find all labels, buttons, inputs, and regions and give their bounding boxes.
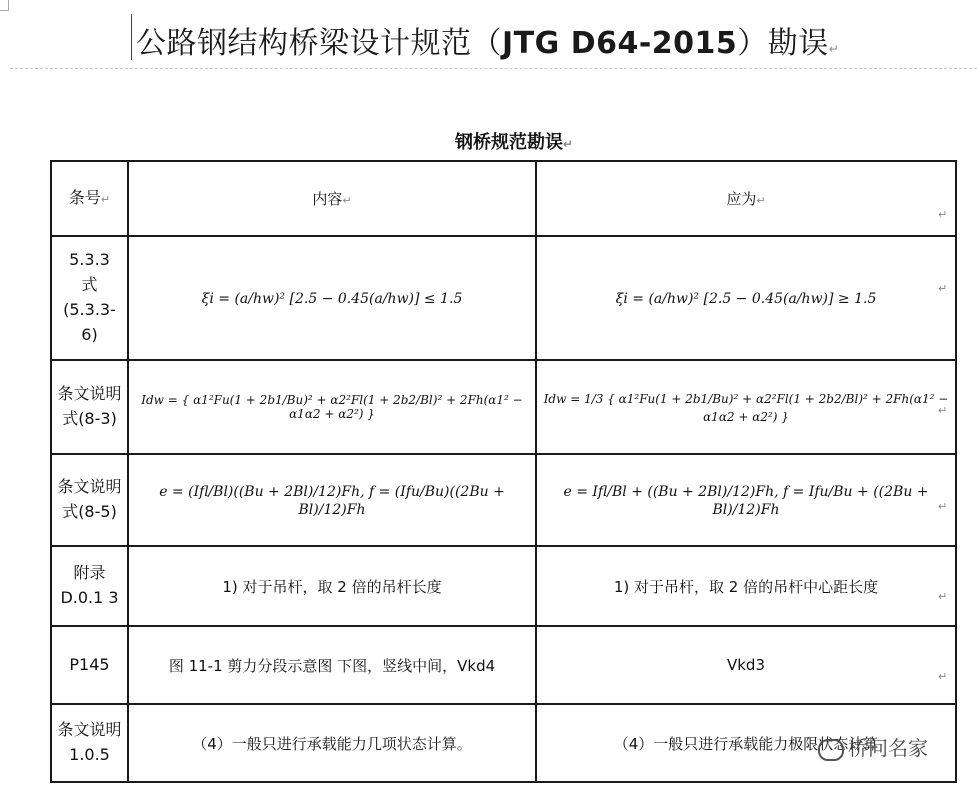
document-title [136, 18, 839, 62]
content-cell [128, 626, 536, 704]
paragraph-mark: ↵ [938, 500, 948, 513]
watermark-text: 桥问名家 [848, 736, 928, 760]
clause-text: 条文说明 式(8-5) [57, 477, 122, 521]
errata-table [50, 160, 957, 783]
table-row [51, 236, 956, 360]
correct-cell [536, 360, 956, 454]
header-row [51, 161, 956, 236]
correct-text: 1) 对于吊杆，取 2 倍的吊杆中心距长度 [613, 577, 879, 596]
formula-8-3-wrong: Idw = { α1²Fu(1 + 2b1/Bu)² + α2²Fl(1 + 2b2/Bl)² + 2Fh(α1² − α1α2 + α2²) } [141, 393, 523, 421]
clause-cell [51, 546, 128, 626]
correct-cell [536, 546, 956, 626]
table-row [51, 454, 956, 546]
text-cursor [131, 14, 132, 60]
paragraph-mark: ↵ [938, 590, 948, 603]
header-clause-label: 条号 [68, 188, 101, 208]
clause-text: 条文说明 式(8-3) [57, 384, 122, 428]
table-row [51, 626, 956, 704]
paragraph-mark: ↵ [563, 137, 574, 151]
paragraph-mark: ↵ [938, 208, 948, 221]
clause-cell [51, 454, 128, 546]
watermark [818, 732, 928, 761]
clause-text: 条文说明 1.0.5 [57, 720, 122, 764]
formula-8-5-correct: e = Ifl/Bl + ((Bu + 2Bl)/12)Fh, f = Ifu/Bu + ((2Bu + Bl)/12)Fh [563, 484, 929, 518]
document-header [0, 0, 977, 70]
clause-cell [51, 704, 128, 782]
clause-text: 5.3.3 式 (5.3.3-6) [63, 250, 116, 344]
wechat-logo-icon [818, 739, 844, 761]
correct-cell [536, 236, 956, 360]
content-cell [128, 236, 536, 360]
formula-8-3-correct: Idw = 1/3 { α1²Fu(1 + 2b1/Bu)² + α2²Fl(1 + 2b2/Bl)² + 2Fh(α1² − α1α2 + α2²) } [543, 392, 949, 424]
clause-cell [51, 626, 128, 704]
clause-text: P145 [69, 654, 110, 674]
correct-text: （4）一般只进行承载能力极限状态计算 [613, 734, 879, 753]
content-cell [128, 454, 536, 546]
paragraph-mark: ↵ [756, 194, 766, 207]
correct-cell [536, 454, 956, 546]
header-content-label: 内容 [312, 190, 343, 208]
table-row [51, 360, 956, 454]
title-suffix: ）勘误 [737, 26, 829, 61]
paragraph-mark: ↵ [938, 670, 948, 683]
header-clause [51, 161, 128, 236]
header-correct-label: 应为 [726, 190, 757, 208]
header-divider [10, 68, 977, 69]
content-text: （4）一般只进行承载能力几项状态计算。 [192, 734, 472, 753]
paragraph-mark: ↵ [342, 194, 352, 207]
table-title [455, 128, 573, 154]
clause-cell [51, 360, 128, 454]
paragraph-mark: ↵ [100, 193, 111, 207]
correct-text: Vkd3 [726, 656, 765, 674]
paragraph-mark: ↵ [938, 404, 948, 417]
formula-5-3-3-6-correct: ξi = (a/hw)² [2.5 − 0.45(a/hw)] ≥ 1.5 [615, 291, 877, 307]
content-cell [128, 360, 536, 454]
formula-5-3-3-6-wrong: ξi = (a/hw)² [2.5 − 0.45(a/hw)] ≤ 1.5 [201, 291, 463, 307]
content-text: 1) 对于吊杆，取 2 倍的吊杆长度 [222, 577, 442, 596]
paragraph-mark: ↵ [828, 42, 840, 56]
paragraph-mark: ↵ [938, 282, 948, 295]
formula-8-5-wrong: e = (Ifl/Bl)((Bu + 2Bl)/12)Fh, f = (Ifu/Bu)((2Bu + Bl)/12)Fh [159, 484, 505, 518]
header-content [128, 161, 536, 236]
correct-cell [536, 626, 956, 704]
table-title-text: 钢桥规范勘误 [455, 132, 563, 153]
title-code: JTG D64-2015 [502, 26, 738, 61]
header-correct [536, 161, 956, 236]
content-cell [128, 546, 536, 626]
title-prefix: 公路钢结构桥梁设计规范（ [136, 26, 502, 61]
page-corner-mark [0, 0, 9, 11]
table-row [51, 546, 956, 626]
clause-text: 附录 D.0.1 3 [60, 563, 119, 607]
content-cell [128, 704, 536, 782]
content-text: 图 11-1 剪力分段示意图 下图，竖线中间，Vkd4 [168, 656, 496, 675]
clause-cell [51, 236, 128, 360]
